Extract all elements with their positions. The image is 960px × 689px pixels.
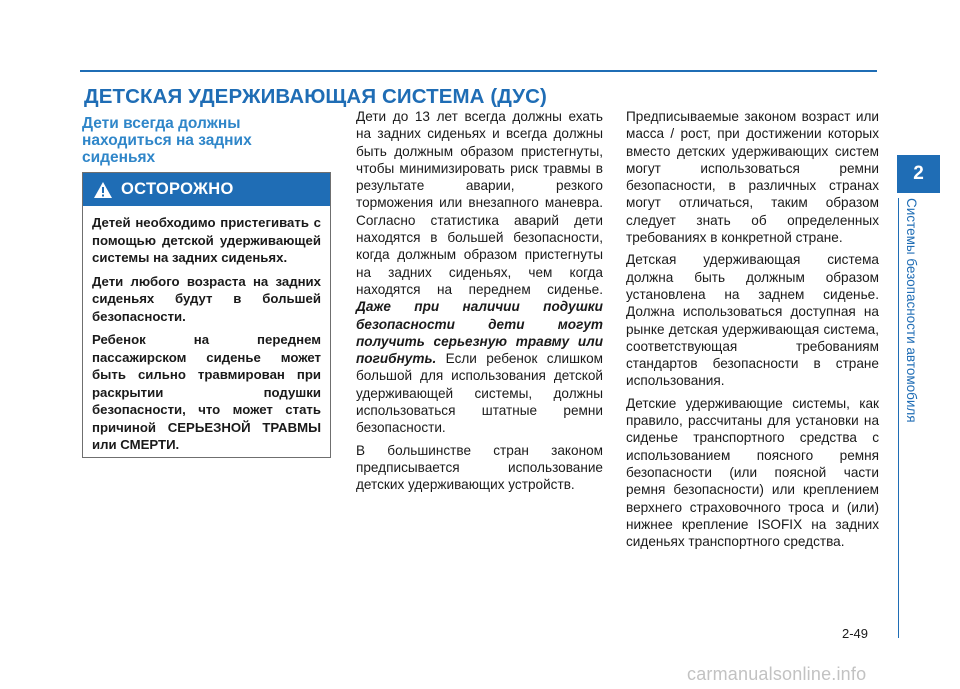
body-paragraph: Детские удерживающие системы, как правило, рассчитаны для установки на сиденье транспортного средства с использованием поясного ремня безопасности (или поясной части ремня безопасности) или креплением верхнего страховочного троса и (или) нижнее крепление ISOFIX на задних сиденьях транспортного средства. <box>626 395 879 550</box>
body-paragraph: Предписываемые законом возраст или масса / рост, при достижении которых вместо детских удерживающих систем могут использоваться ремни безопасности, в различных странах могут отличаться, таким образом следует знать об определенных требованиях в конкретной стране. <box>626 109 879 246</box>
page-number: 2-49 <box>842 626 869 641</box>
chapter-number-tab: 2 <box>897 155 940 193</box>
body-column-3 <box>626 108 879 555</box>
warning-paragraph: Детей необходимо пристегивать с помощью детской удерживающей системы на задних сиденьях. <box>92 215 321 265</box>
chapter-title: Системы безопасности автомобиля <box>904 198 919 423</box>
emphasis-text: Даже при наличии подушки безопасности дети могут получить серьезную травму или погибнуть. <box>356 299 603 367</box>
top-rule <box>80 70 877 72</box>
warning-header <box>83 173 330 206</box>
warning-paragraph: Дети любого возраста на задних сиденьях будут в большей безопасности. <box>92 273 321 324</box>
body-text: Если ребенок слишком большой для использования детской удерживающей системы, должны использоваться штатные ремни безопасности. <box>356 351 604 436</box>
side-tab-rule <box>898 198 899 638</box>
section-title: ДЕТСКАЯ УДЕРЖИВАЮЩАЯ СИСТЕМА (ДУС) <box>84 85 547 108</box>
body-column-2 <box>356 108 603 499</box>
body-paragraph: В большинстве стран законом предписывается использование детских удерживающих устройств. <box>356 442 603 493</box>
warning-label: ОСТОРОЖНО <box>121 180 234 198</box>
body-paragraph: Детская удерживающая система должна быть должным образом установлена на заднем сиденье. Должна использоваться доступная на рынке детская удерживающая система, соответствующая требованиям стандартов безопасности в стране использования. <box>626 252 879 389</box>
warning-triangle-icon <box>93 181 113 199</box>
body-text: Дети до 13 лет всегда должны ехать на задних сиденьях и всегда должны быть должным образом пристегнуты, чтобы минимизировать риск травмы в результате аварии, резкого торможения или внезапного маневра. Согласно статистика аварий дети находятся в большей безопасности, когда должным образом пристегнуты на задних сиденьях, чем когда находятся на переднем сиденье. <box>356 109 603 297</box>
watermark: carmanualsonline.info <box>687 664 867 684</box>
sub-heading: Дети всегда должны находиться на задних сиденьях <box>82 115 252 166</box>
warning-box <box>82 172 331 458</box>
warning-paragraph: Ребенок на переднем пассажирском сиденье может быть сильно травмирован при раскрытии подушки безопасности, что может стать причиной СЕРЬЕЗНОЙ ТРАВМЫ или СМЕРТИ. <box>92 332 321 452</box>
body-paragraph <box>356 108 603 437</box>
warning-body <box>83 206 330 454</box>
